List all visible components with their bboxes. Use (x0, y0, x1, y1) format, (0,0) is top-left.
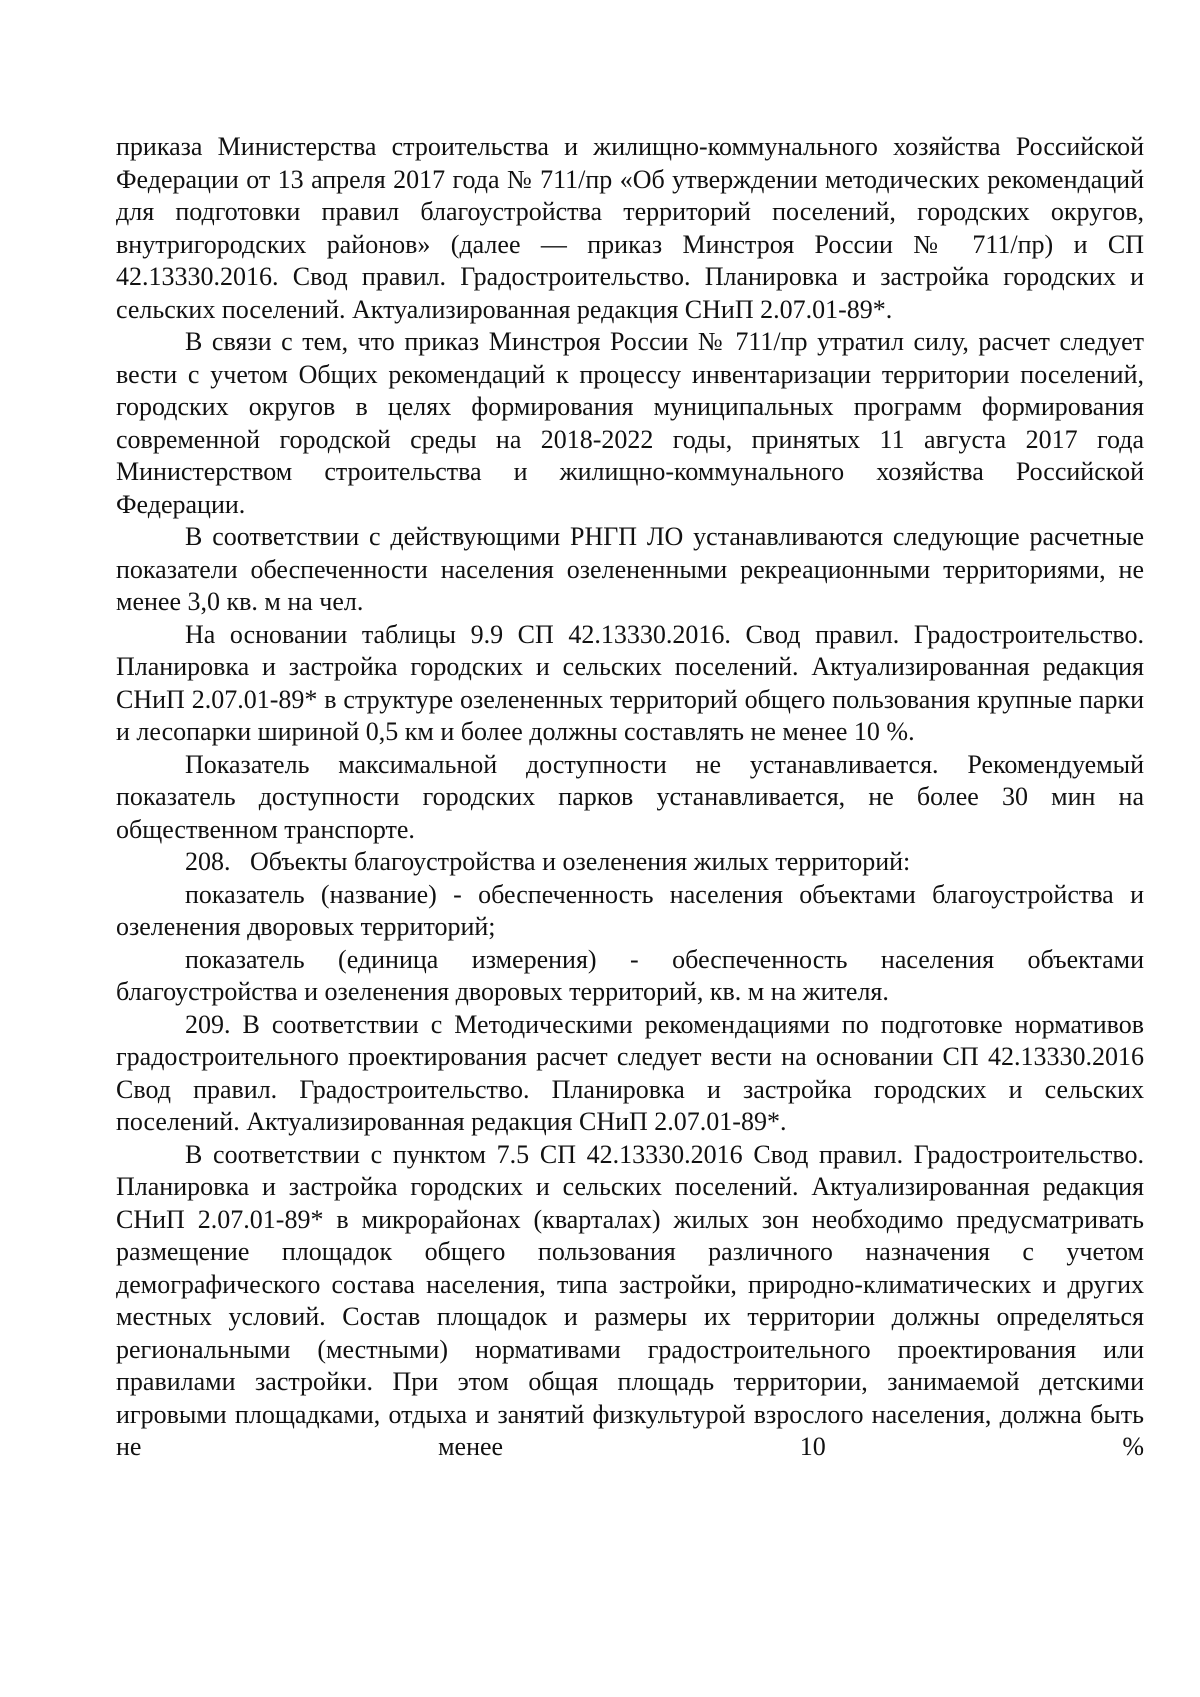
paragraph-item-208: 208. Объекты благоустройства и озеленения жилых территорий: (185, 847, 911, 876)
paragraph: Показатель максимальной доступности не устанавливается. Рекомендуемый показатель доступности городских парков устанавливается, не более 30 мин на общественном транспорте. (116, 749, 1144, 844)
paragraph: показатель (единица измерения) - обеспеченность населения объектами благоустройства и озеленения дворовых территорий, кв. м на жителя. (116, 944, 1144, 1006)
paragraph: В соответствии с действующими РНГП ЛО устанавливаются следующие расчетные показатели обеспеченности населения озелененными рекреационными территориями, не менее 3,0 кв. м на чел. (116, 522, 1144, 616)
paragraph: показатель (название) - обеспеченность населения объектами благоустройства и озеленения дворовых территорий; (116, 879, 1144, 941)
document-body (116, 131, 1144, 1464)
paragraph-last: В соответствии с пунктом 7.5 СП 42.13330.2016 Свод правил. Градостроительство. Планировка и застройка городских и сельских поселений. Актуализированная редакция СНиП 2.07.01-89* в микрорайонах (кварталах) жилых зон необходимо предусматривать размещение площадок общего пользования различного назначения с учетом демографического состава населения, типа застройки, природно-климатических и других местных условий. Состав площадок и размеры их территории должны определяться региональными (местными) нормативами градостроительного проектирования или правилами застройки. При этом общая площадь территории, занимаемой детскими игровыми площадками, отдыха и занятий физкультурой взрослого населения, должна быть не менее 10 % (116, 1139, 1144, 1461)
paragraph: В связи с тем, что приказ Минстроя России № 711/пр утратил силу, расчет следует вести с учетом Общих рекомендаций к процессу инвентаризации территории поселений, городских округов в целях формирования муниципальных программ формирования современной городской среды на 2018-2022 годы, принятых 11 августа 2017 года Министерством строительства и жилищно-коммунального хозяйства Российской Федерации. (116, 327, 1144, 519)
paragraph: На основании таблицы 9.9 СП 42.13330.2016. Свод правил. Градостроительство. Планировка и застройка городских и сельских поселений. Актуализированная редакция СНиП 2.07.01-89* в структуре озелененных территорий общего пользования крупные парки и лесопарки шириной 0,5 км и более должны составлять не менее 10 %. (116, 619, 1144, 746)
paragraph-continuation: приказа Министерства строительства и жилищно-коммунального хозяйства Российской Федерации от 13 апреля 2017 года № 711/пр «Об утверждении методических рекомендаций для подготовки правил благоустройства территорий поселений, городских округов, внутригородских районов» (далее — приказ Минстроя России № 711/пр) и СП 42.13330.2016. Свод правил. Градостроительство. Планировка и застройка городских и сельских поселений. Актуализированная редакция СНиП 2.07.01-89*. (116, 132, 1144, 324)
paragraph-item-209: 209. В соответствии с Методическими рекомендациями по подготовке нормативов градостроительного проектирования расчет следует вести на основании СП 42.13330.2016 Свод правил. Градостроительство. Планировка и застройка городских и сельских поселений. Актуализированная редакция СНиП 2.07.01-89*. (116, 1009, 1144, 1136)
